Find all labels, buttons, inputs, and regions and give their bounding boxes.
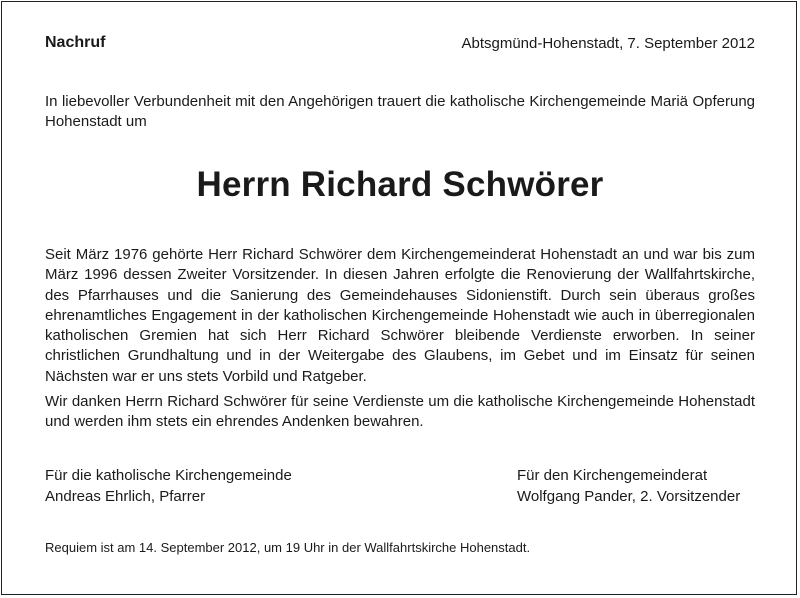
signature-block-left bbox=[45, 465, 292, 507]
obituary-heading: Nachruf bbox=[45, 34, 106, 51]
signature-left-organization: Für die katholische Kirchengemeinde bbox=[45, 467, 292, 484]
signature-block-right bbox=[517, 465, 740, 507]
place-date: Abtsgmünd-Hohenstadt, 7. September 2012 bbox=[461, 35, 755, 52]
signature-right-organization: Für den Kirchengemeinderat bbox=[517, 467, 708, 484]
signature-left-person: Andreas Ehrlich, Pfarrer bbox=[45, 488, 206, 505]
deceased-name: Herrn Richard Schwörer bbox=[196, 165, 604, 204]
intro-text: In liebevoller Verbundenheit mit den Angehörigen trauert die katholische Kirchengemeinde Mariä Opferung Hohenstadt um bbox=[45, 93, 755, 130]
signature-right-person: Wolfgang Pander, 2. Vorsitzender bbox=[517, 488, 741, 505]
requiem-notice: Requiem ist am 14. September 2012, um 19 Uhr in der Wallfahrtskirche Hohenstadt. bbox=[45, 540, 531, 555]
body-paragraph-1: Seit März 1976 gehörte Herr Richard Schwörer dem Kirchengemeinderat Hohenstadt an und war bis zum März 1996 dessen Zweiter Vorsitzender. In diesen Jahren erfolgte die Renovierung der Wallfahrtskirche, des Pfarrhauses und die Sanierung des Gemeindehauses Sidonienstift. Durch sein überaus großes ehrenamtliches Engagement in der katholischen Kirchengemeinde Hohenstadt wie auch in überregionalen katholischen Gremien hat sich Herr Richard Schwörer bleibende Verdienste erworben. In seiner christlichen Grundhaltung und in der Weitergabe des Glaubens, im Gebet und im Einsatz für seinen Nächsten war er uns stets Vorbild und Ratgeber. bbox=[45, 246, 755, 385]
body-paragraph-2: Wir danken Herrn Richard Schwörer für seine Verdienste um die katholische Kirchengemeinde Hohenstadt und werden ihm stets ein ehrendes Andenken bewahren. bbox=[45, 393, 755, 431]
